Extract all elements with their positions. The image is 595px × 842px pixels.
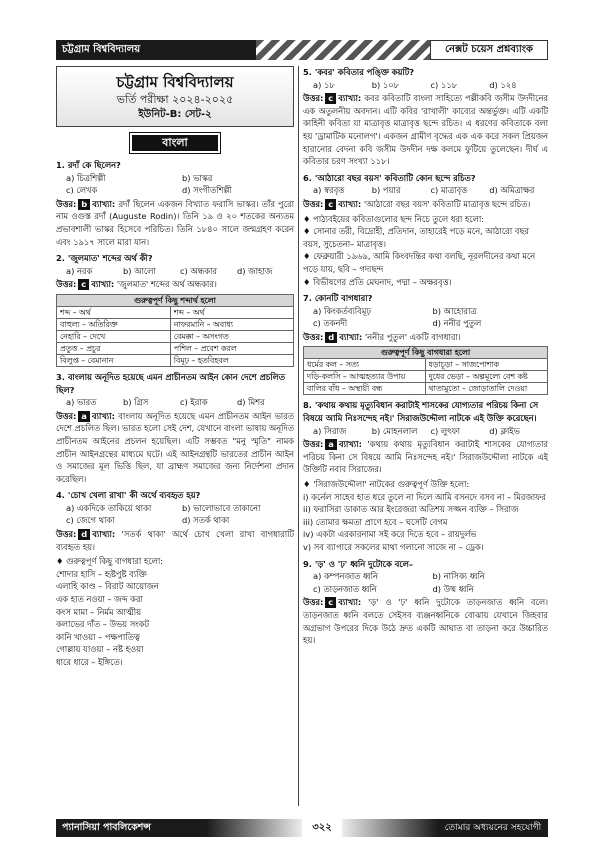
answer-label: উত্তর: <box>303 93 324 104</box>
q9-answer <box>303 596 548 646</box>
list-item: এলাহি কাণ্ড – বিরাট আয়োজন <box>56 581 159 592</box>
q8-options <box>303 425 548 438</box>
q9-option-a: a) কম্পনজাত ধ্বনি <box>313 571 378 582</box>
q9-explanation: 'ড়' ও 'ঢ়' ধ্বনি দুটোকে তাড়নজাত ধ্বনি বলে। তাড়নজাত ধ্বনি বলতে সেইসব ব্যঞ্জনধ্বনিকে বোঝায় যেখানে জিহবার অগ্রভাগ উপরের দিকে উঠে দ্রুত একটি আঘাত বা তাড়না করে উচ্চারিত হয়। <box>303 597 549 646</box>
explanation-label: ব্যাখ্যা: <box>338 198 362 209</box>
q7-answer <box>303 331 548 344</box>
banner-title: চট্টগ্রাম বিশ্ববিদ্যালয় <box>116 73 234 91</box>
answer-label: উত্তর: <box>303 597 324 608</box>
q7-idiom-table <box>303 346 548 395</box>
table-cell: বিলুপ্ত – বেমানান <box>57 354 171 366</box>
question-8: 8. 'কথায় কথায় মৃত্যুবিধান করাটাই শাসকের যোগ্যতার পরিচয় কিনা সে বিষয়ে আমি নিঃসন্দেহ নই।' সিরাজউদ্দৌলা নাটকে এই উক্তি করেছেন। <box>303 400 539 424</box>
header-book-title: নেক্সট চয়েস প্রশ্নব্যাংক <box>430 40 548 60</box>
table-row <box>57 342 294 354</box>
q9-option-b: b) নাসিক্য ধ্বনি <box>432 571 485 582</box>
list-item: কলাভের দাঁত – উভয় সংকট <box>56 619 150 630</box>
q2-answer <box>56 278 294 291</box>
q3-explanation: বাংলায় অনূদিত হয়েছে এমন প্রাচীনতম আইন ভারত দেশে প্রচলিত ছিল। ভারত হলো সেই দেশ, যেখানে বাংলা ভাষায় অনূদিত প্রাচীনতম আইনের প্রচলন হয়েছিল। এটি সম্ভবত "মনু স্মৃতি" নামক প্রাচীন আইনগ্রন্থের মাধ্যমে ঘটে। এই আইনগ্রন্থটি ভারতের প্রাচীন আইন ও সমাজের মূল ভিত্তি ছিল, যা ব্রাহ্মণ সমাজের জন্য নির্দেশনা প্রদান করেছিল। <box>56 410 294 484</box>
list-item: শোদার হাসি – হৃষ্টপুষ্ট ব্যক্তি <box>56 568 147 579</box>
exam-banner <box>56 66 294 127</box>
list-item: ধারে ধারে – ইঙ্গিতে। <box>56 657 123 667</box>
table-cell: নাফরমানি – অবাধ্য <box>170 318 293 330</box>
list-item: ♦ ফেব্রুয়ারী ১৯৬৯, আমি কিংবদন্তির কথা বলছি, নূরলদীনের কথা মনে পড়ে যায়, ছবি – গদ্যছন্দ <box>303 251 536 274</box>
footer-tagline: তোমার অধ্যয়নের সহযোগী <box>438 819 548 837</box>
table-cell: প্রতুত্ত – প্রচুর <box>57 342 171 354</box>
list-item: কংস মামা – নির্মম আত্মীয় <box>56 606 142 617</box>
table-row <box>57 318 294 330</box>
q1-options <box>56 172 294 197</box>
answer-label: উত্তর: <box>303 331 324 342</box>
q8-option-a: a) সিরাজ <box>313 425 347 436</box>
table-cell: ধর্মের কল – সত্য <box>304 359 426 371</box>
q6-options <box>303 184 548 197</box>
list-item: ii) ফরাসিরা ডাকাত আর ইংরেজরা অতিশয় সজ্জন ব্যক্তি – সিরাজ <box>303 504 519 515</box>
explanation-label: ব্যাখ্যা: <box>92 198 116 209</box>
question-9: 9. 'ড়' ও 'ঢ়' ধ্বনি দুটোকে বলে– <box>303 558 413 569</box>
list-item: iii) তোমার ক্ষমতা প্রাণে হবে – ঘসেটি বেগম <box>303 516 448 527</box>
q4-answer <box>56 528 294 553</box>
q1-answer <box>56 198 294 248</box>
answer-badge: b <box>78 199 90 210</box>
question-7: 7. কোনটি বাগধারা? <box>303 293 373 304</box>
q5-option-b: b) ১০৮ <box>371 79 400 90</box>
table-cell: দুধের ভেড়া – অল্পমূল্যে বেশ কষ্ট <box>425 371 547 383</box>
q1-explanation: রদাঁ ছিলেন একজন বিখ্যাত ফরাসি ভাস্কর। তাঁর পুরো নাম ওগুস্ত রদাঁ (Auguste Rodin)। তিনি ১৯ ও ২০ শতকের অন্যতম প্রভাবশালী ভাস্কর হিসেবে পরিচিত। তিনি ১৮৪০ সালে জন্মগ্রহণ করেন এবং ১৯১৭ সালে মারা যান। <box>56 198 294 247</box>
q5-option-c: c) ১১৮ <box>430 79 458 90</box>
explanation-label: ব্যাখ্যা: <box>91 279 115 290</box>
q2-option-c: c) অন্ধকার <box>180 265 217 276</box>
table-cell: বেমক্কা – অসংগত <box>170 330 293 342</box>
table-cell: বাহুল্য – অতিরিক্ত <box>57 318 171 330</box>
q7-explanation: 'ননীর পুতুল' একটি বাগধারা। <box>364 331 461 342</box>
q2-option-d: d) জাহাজ <box>237 265 273 276</box>
explanation-label: ব্যাখ্যা: <box>339 331 363 342</box>
q7-option-d: d) ননীর পুতুল <box>432 318 482 329</box>
q8-option-b: b) মোহনলাল <box>371 425 418 436</box>
q6-option-c: c) মাত্রাবৃত্ত <box>430 185 468 196</box>
answer-label: উত্তর: <box>56 529 77 540</box>
q1-option-c: c) লেখক <box>66 185 98 196</box>
q7-option-b: b) আহোরাত্র <box>432 305 477 316</box>
q6-answer <box>303 198 548 211</box>
footer-publisher: প্যানাসিয়া পাবলিকেশন্স <box>56 819 206 837</box>
q5-option-a: a) ১৮ <box>313 79 335 90</box>
q3-option-d: d) মিশর <box>237 397 265 408</box>
table-cell: শব্দ – অর্থ <box>170 306 293 318</box>
list-item: v) সব ব্যাপারে সকলের মাথা গলানো সাজে না – ড্রেক। <box>303 542 484 552</box>
q6-explanation: 'আঠারো বছর বয়স' কবিতাটি মাত্রাবৃত্ত ছন্দে রচিত। <box>363 198 531 209</box>
table-cell: নেহারি – দেখে <box>57 330 171 342</box>
q4-explanation: 'সতর্ক থাকা' অর্থে চোখ খেলা রাখা বাগধারাটি ব্যবহৃত হয়। <box>56 529 294 552</box>
q4-option-b: b) ভালোভাবে তাকানো <box>182 502 261 513</box>
answer-badge: c <box>78 279 89 290</box>
table-row <box>304 371 548 383</box>
q5-options <box>303 79 548 92</box>
q9-option-d: d) উষ্ম ধ্বনি <box>432 583 474 594</box>
q4-option-d: d) সতর্ক থাকা <box>182 515 230 526</box>
explanation-label: ব্যাখ্যা: <box>338 597 362 608</box>
list-item: ♦ পাঠ্যবইয়ের কবিতাগুলোর ছন্দ নিচে তুলে ধরা হলো: <box>303 213 485 224</box>
left-column <box>56 66 294 669</box>
q6-option-a: a) স্বরবৃত্ত <box>313 185 345 196</box>
answer-label: উত্তর: <box>56 279 77 290</box>
question-4: 4. 'চোখ খেলা রাখা' কী অর্থে ব্যবহৃত হয়? <box>56 490 201 501</box>
list-item: কানি খাওয়া – পক্ষপাতিত্ব <box>56 631 140 642</box>
q7-option-c: c) তকনদী <box>313 318 348 329</box>
q7-option-a: a) কিংকর্তব্যবিমূঢ় <box>313 305 371 316</box>
q5-explanation: কবর কবিতাটি বাংলা সাহিত্যে পল্লীকবি জসীম উদদীনের এক অতুলনীয় অবদান। এটি কবির 'রাখালী' কাব্যের অন্তর্ভুক্ত। এটি একটি কাহিনী কবিতা যা মাত্রাবৃত্ত মাত্রাবৃত্ত ছন্দে রচিত। এ ধরণের কবিতাকে বলা হয় 'ড্রামাটিক মনোলগ'। একজন গ্রামীণ বৃদ্ধের এক এক করে সকল প্রিয়জন হারানোর বেদনা কবি জসীম উদদীন দক্ষ কলমে ফুটিয়ে তুলেছেন। দীর্ঘ এ কবিতার চরণ সংখ্যা ১১৮। <box>303 93 548 167</box>
q2-word-table <box>56 294 294 367</box>
answer-label: উত্তর: <box>303 198 324 209</box>
q8-answer <box>303 438 548 476</box>
q3-options <box>56 396 294 409</box>
answer-badge: c <box>325 93 336 104</box>
q6-option-d: d) অমিত্রাক্ষর <box>489 185 535 196</box>
page-header <box>56 40 548 60</box>
list-item: ♦ বিভীষণের প্রতি মেঘনাদ, পদ্মা – অক্ষরবৃত্ত। <box>303 276 452 287</box>
table-cell: ধড়াচূড়া – সাজপোশাক <box>425 359 547 371</box>
banner-unit: ইউনিট-B: সেট-২ <box>138 109 212 120</box>
table-cell: দড়ি-কলসি – আত্মহত্যার উপায় <box>304 371 426 383</box>
question-1: 1. রদাঁ কে ছিলেন? <box>56 160 121 170</box>
q8-option-c: c) লুৎফা <box>430 425 461 436</box>
q2-options <box>56 265 294 278</box>
q7-options <box>303 305 548 330</box>
list-item: গোল্লায় যাওয়া – নষ্ট হওয়া <box>56 644 144 655</box>
table-row <box>57 306 294 318</box>
table-row <box>304 383 548 395</box>
q3-option-c: c) ইরাক <box>180 397 208 408</box>
answer-badge: d <box>78 529 90 540</box>
question-5: 5. 'কবর' কবিতার পঙ্ক্তি কয়টি? <box>303 67 415 77</box>
subject-label: বাংলা <box>130 133 220 153</box>
header-university: চট্টগ্রাম বিশ্ববিদ্যালয় <box>56 40 256 60</box>
explanation-label: ব্যাখ্যা: <box>92 529 116 540</box>
q2-option-b: b) আলো <box>123 265 156 276</box>
q3-answer <box>56 410 294 486</box>
q4-options <box>56 502 294 527</box>
question-2: 2. 'জুলমাত' শব্দের অর্থ কী? <box>56 253 153 264</box>
q2-explanation: 'জুলমাত' শব্দের অর্থ অন্ধকার। <box>116 279 217 290</box>
page-footer <box>56 819 548 837</box>
answer-badge: d <box>325 332 337 343</box>
right-column <box>303 66 548 649</box>
q6-option-b: b) পয়ার <box>371 185 401 196</box>
q7-table-title: গুরুত্বপূর্ণ কিছু বাগধারা হলো <box>304 347 548 359</box>
q8-note-title: ♦ 'সিরাজউদ্দৌলা' নাটকের গুরুত্বপূর্ণ উক্তি হলো: <box>303 479 470 490</box>
table-cell: পশিল – প্রবেশ করল <box>170 342 293 354</box>
q1-option-a: a) চিত্রশিল্পী <box>66 172 106 183</box>
explanation-label: ব্যাখ্যা: <box>91 410 115 421</box>
page-number: ৩২২ <box>302 819 342 837</box>
table-cell: শব্দ – অর্থ <box>57 306 171 318</box>
answer-badge: c <box>325 199 336 210</box>
question-6: 6. 'আঠারো বছর বয়স' কবিতাটি কোন ছন্দে রচিত? <box>303 172 476 183</box>
q2-option-a: a) নরক <box>66 265 93 276</box>
table-cell: বালির বাঁধ – অস্থায়ী বন্ধ <box>304 383 426 395</box>
answer-badge: a <box>78 411 90 422</box>
explanation-label: ব্যাখ্যা: <box>338 93 362 104</box>
list-item: এক হাত নওয়া – জব্দ করা <box>56 594 143 605</box>
answer-badge: c <box>325 597 336 608</box>
q8-option-d: d) ক্লাইভ <box>489 425 520 436</box>
q9-options <box>303 570 548 595</box>
q3-option-b: b) গ্রিস <box>123 397 149 408</box>
answer-badge: a <box>325 439 337 450</box>
q4-note-title: ♦ গুরুত্বপূর্ণ কিছু বাগধারা হলো: <box>56 556 164 567</box>
column-divider <box>298 66 299 806</box>
question-3: 3. বাংলায় অনূদিত হয়েছে এমন প্রাচীনতম আইন কোন দেশে প্রচলিত ছিল? <box>56 371 286 395</box>
q1-option-d: d) সংগীতশিল্পী <box>182 185 232 196</box>
table-row <box>57 330 294 342</box>
list-item: iv) একটা এরকারনামা সই করে দিতে হবে – রায়দুর্লভ <box>303 529 477 540</box>
banner-exam: ভর্তি পরীক্ষা ২০২৪-২০২৫ <box>116 93 234 106</box>
q8-explanation: 'কথায় কথায় মৃত্যুবিধান করাটাই শাসকের যোগ্যতার পরিচয় কিনা সে বিষয়ে আমি নিঃসন্দেহ নই।' সিরাজউদ্দৌলা নাটকে এই উক্তিটি নবাব সিরাজের। <box>303 439 548 475</box>
q9-option-c: c) তাড়নজাত ধ্বনি <box>313 583 377 594</box>
q4-option-c: c) জেগে থাকা <box>66 515 115 526</box>
table-cell: থাতামুতো – জোড়াতালি দেওয়া <box>425 383 547 395</box>
q4-option-a: a) একদিকে তাকিয়ে থাকা <box>66 502 152 513</box>
answer-label: উত্তর: <box>56 198 77 209</box>
explanation-label: ব্যাখ্যা: <box>338 439 362 450</box>
table-row <box>304 359 548 371</box>
answer-label: উত্তর: <box>303 439 324 450</box>
q2-table-title: গুরুত্বপূর্ণ কিছু শব্দার্থ হলো <box>57 294 294 306</box>
table-row <box>57 354 294 366</box>
q5-answer <box>303 92 548 168</box>
header-stripes <box>256 40 456 60</box>
list-item: i) কর্নেল সাহেব হাত ধরে তুলে না দিলে আমি বসনদে বসব না – মিরজাফর <box>303 491 546 502</box>
table-cell: বিমূঢ় – হতবিহবল <box>170 354 293 366</box>
q5-option-d: d) ১২৪ <box>489 79 517 90</box>
q3-option-a: a) ভারত <box>66 397 97 408</box>
answer-label: উত্তর: <box>56 410 77 421</box>
q1-option-b: b) ভাস্কর <box>182 172 213 183</box>
list-item: ♦ সোনার তরী, বিদ্রোহী, প্রতিদান, তাহারেই পড়ে মনে, আঠারো বছর বয়স, সুচেতনা– মাত্রাবৃত্ত। <box>303 226 529 249</box>
